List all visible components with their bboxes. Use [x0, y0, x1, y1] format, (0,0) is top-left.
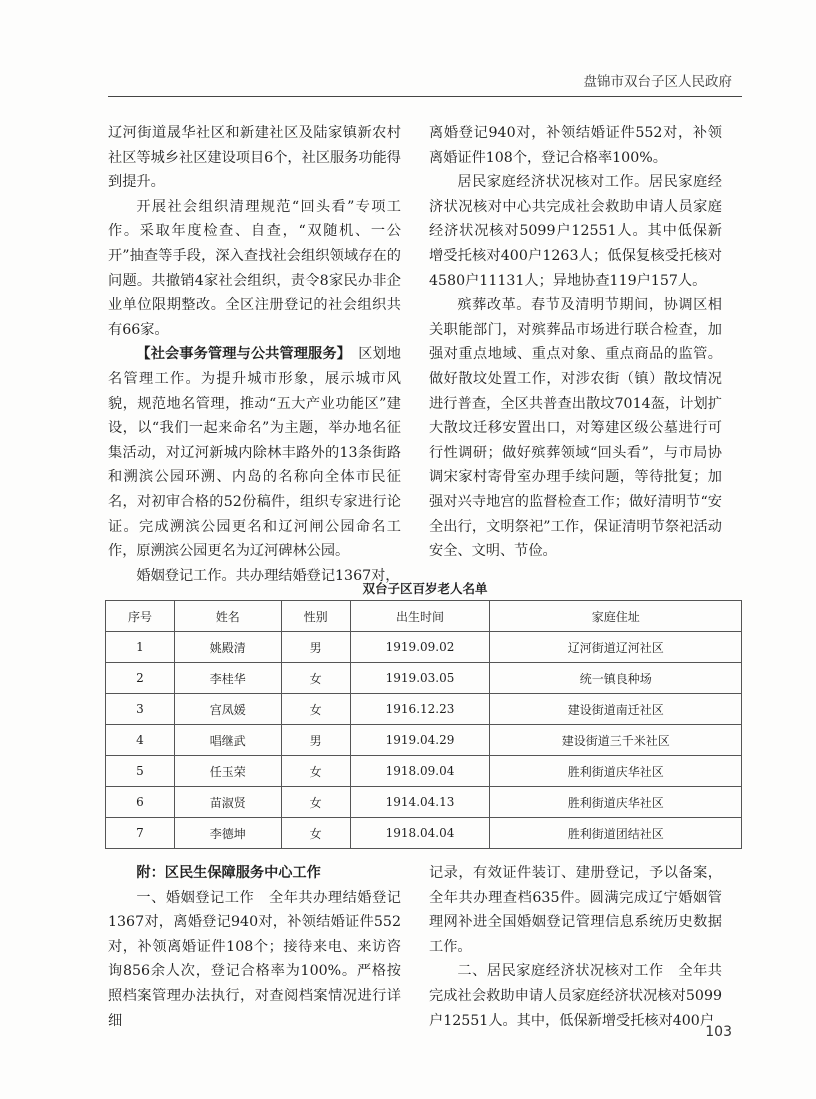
paragraph: 一、婚姻登记工作 全年共办理结婚登记1367对，离婚登记940对，补领结婚证件552对，补领离婚证件108个；接待来电、来访咨询856余人次，登记合格率为100%。严格按照档案管理办法执行，对查阅档案情况进行详细: [108, 889, 401, 1029]
cell-address: 统一镇良种场: [490, 663, 742, 694]
column-header: 姓名: [174, 601, 281, 632]
header-rule: [108, 96, 742, 97]
paragraph: 离婚登记940对，补领结婚证件552对，补领离婚证件108个，登记合格率100%。: [429, 125, 722, 166]
cell-name: 李德坤: [174, 818, 281, 849]
column-header: 序号: [106, 601, 175, 632]
cell-birth-date: 1918.04.04: [350, 818, 490, 849]
cell-name: 李桂华: [174, 663, 281, 694]
cell-birth-date: 1914.04.13: [350, 787, 490, 818]
cell-birth-date: 1919.09.02: [350, 632, 490, 663]
centenarian-table: [105, 600, 742, 849]
running-header-title: 盘锦市双台子区人民政府: [583, 74, 732, 90]
table-row: [106, 663, 742, 694]
table-caption: 双台子区百岁老人名单: [362, 581, 488, 596]
cell-index: 4: [106, 725, 175, 756]
paragraph: 殡葬改革。春节及清明节期间，协调区相关职能部门，对殡葬品市场进行联合检查，加强对重点地域、重点对象、重点商品的监管。做好散坟处置工作，对涉农街（镇）散坟情况进行普查，全区共普查出散坟7014盔，计划扩大散坟迁移安置出口，对筹建区级公墓进行可行性调研；做好殡葬领域“回头看”，与市局协调宋家村寄骨室办理手续问题，等待批复；加强对兴寺地宫的监督检查工作；做好清明节“安全出行，文明祭祀”工作，保证清明节祭祀活动安全、文明、节俭。: [429, 297, 722, 560]
table-row: [106, 725, 742, 756]
section-heading: 【社会事务管理与公共管理服务】: [136, 346, 344, 363]
cell-index: 3: [106, 694, 175, 725]
cell-index: 2: [106, 663, 175, 694]
cell-address: 胜利街道团结社区: [490, 818, 742, 849]
cell-address: 胜利街道庆华社区: [490, 787, 742, 818]
cell-name: 姚殿清: [174, 632, 281, 663]
paragraph: 二、居民家庭经济状况核对工作 全年共完成社会救助申请人员家庭经济状况核对5099户12551人。其中，低保新增受托核对400户: [429, 963, 722, 1029]
table-row: [106, 787, 742, 818]
column-header: 性别: [281, 601, 350, 632]
cell-name: 苗淑贤: [174, 787, 281, 818]
table-row: [106, 818, 742, 849]
cell-gender: 女: [281, 756, 350, 787]
page-number: 103: [705, 1024, 732, 1040]
cell-name: 任玉荣: [174, 756, 281, 787]
cell-name: 宫凤媛: [174, 694, 281, 725]
top-left-column: [108, 121, 401, 588]
paragraph: [108, 342, 401, 563]
cell-gender: 男: [281, 725, 350, 756]
cell-gender: 女: [281, 787, 350, 818]
cell-birth-date: 1919.03.05: [350, 663, 490, 694]
cell-gender: 女: [281, 818, 350, 849]
cell-birth-date: 1918.09.04: [350, 756, 490, 787]
column-header: 家庭住址: [490, 601, 742, 632]
bottom-left-column: [108, 861, 401, 1033]
cell-gender: 女: [281, 663, 350, 694]
paragraph: 开展社会组织清理规范“回头看”专项工作。采取年度检查、自查，“双随机、一公开”抽查等手段，深入查找社会组织领域存在的问题。共撤销4家社会组织，责令8家民办非企业单位限期整改。全区注册登记的社会组织共有66家。: [108, 198, 401, 338]
cell-address: 辽河街道辽河社区: [490, 632, 742, 663]
top-right-column: [429, 121, 722, 564]
table-row: [106, 756, 742, 787]
cell-birth-date: 1919.04.29: [350, 725, 490, 756]
cell-index: 5: [106, 756, 175, 787]
column-header: 出生时间: [350, 601, 490, 632]
cell-name: 唱继武: [174, 725, 281, 756]
bottom-right-column: [429, 861, 722, 1033]
cell-index: 6: [106, 787, 175, 818]
cell-index: 1: [106, 632, 175, 663]
cell-gender: 男: [281, 632, 350, 663]
table-row: [106, 632, 742, 663]
table-header-row: [106, 601, 742, 632]
table-row: [106, 694, 742, 725]
cell-address: 建设街道三千米社区: [490, 725, 742, 756]
paragraph: 婚姻登记工作。共办理结婚登记1367对，: [136, 567, 400, 584]
cell-address: 胜利街道庆华社区: [490, 756, 742, 787]
cell-address: 建设街道南迁社区: [490, 694, 742, 725]
cell-gender: 女: [281, 694, 350, 725]
paragraph: 辽河街道晟华社区和新建社区及陆家镇新农村社区等城乡社区建设项目6个，社区服务功能得到提升。: [108, 125, 401, 191]
appendix-heading: 附：区民生保障服务中心工作: [136, 865, 321, 881]
cell-birth-date: 1916.12.23: [350, 694, 490, 725]
paragraph: 记录，有效证件装订、建册登记，予以备案，全年共办理查档635件。圆满完成辽宁婚姻管理网补进全国婚姻登记管理信息系统历史数据工作。: [429, 865, 722, 955]
paragraph: 居民家庭经济状况核对工作。居民家庭经济状况核对中心共完成社会救助申请人员家庭经济状况核对5099户12551人。其中低保新增受托核对400户1263人；低保复核受托核对4580户11131人；异地协查119户157人。: [429, 174, 722, 289]
paragraph-text: 区划地名管理工作。为提升城市形象，展示城市风貌，规范地名管理，推动“五大产业功能区”建设，以“我们一起来命名”为主题，举办地名征集活动，对辽河新城内除林丰路外的13条街路和溯滨公园环溯、内岛的名称向全体市民征名，对初审合格的52份稿件，组织专家进行论证。完成溯滨公园更名和辽河闸公园命名工作，原溯滨公园更名为辽河碑林公园。: [108, 346, 401, 560]
cell-index: 7: [106, 818, 175, 849]
